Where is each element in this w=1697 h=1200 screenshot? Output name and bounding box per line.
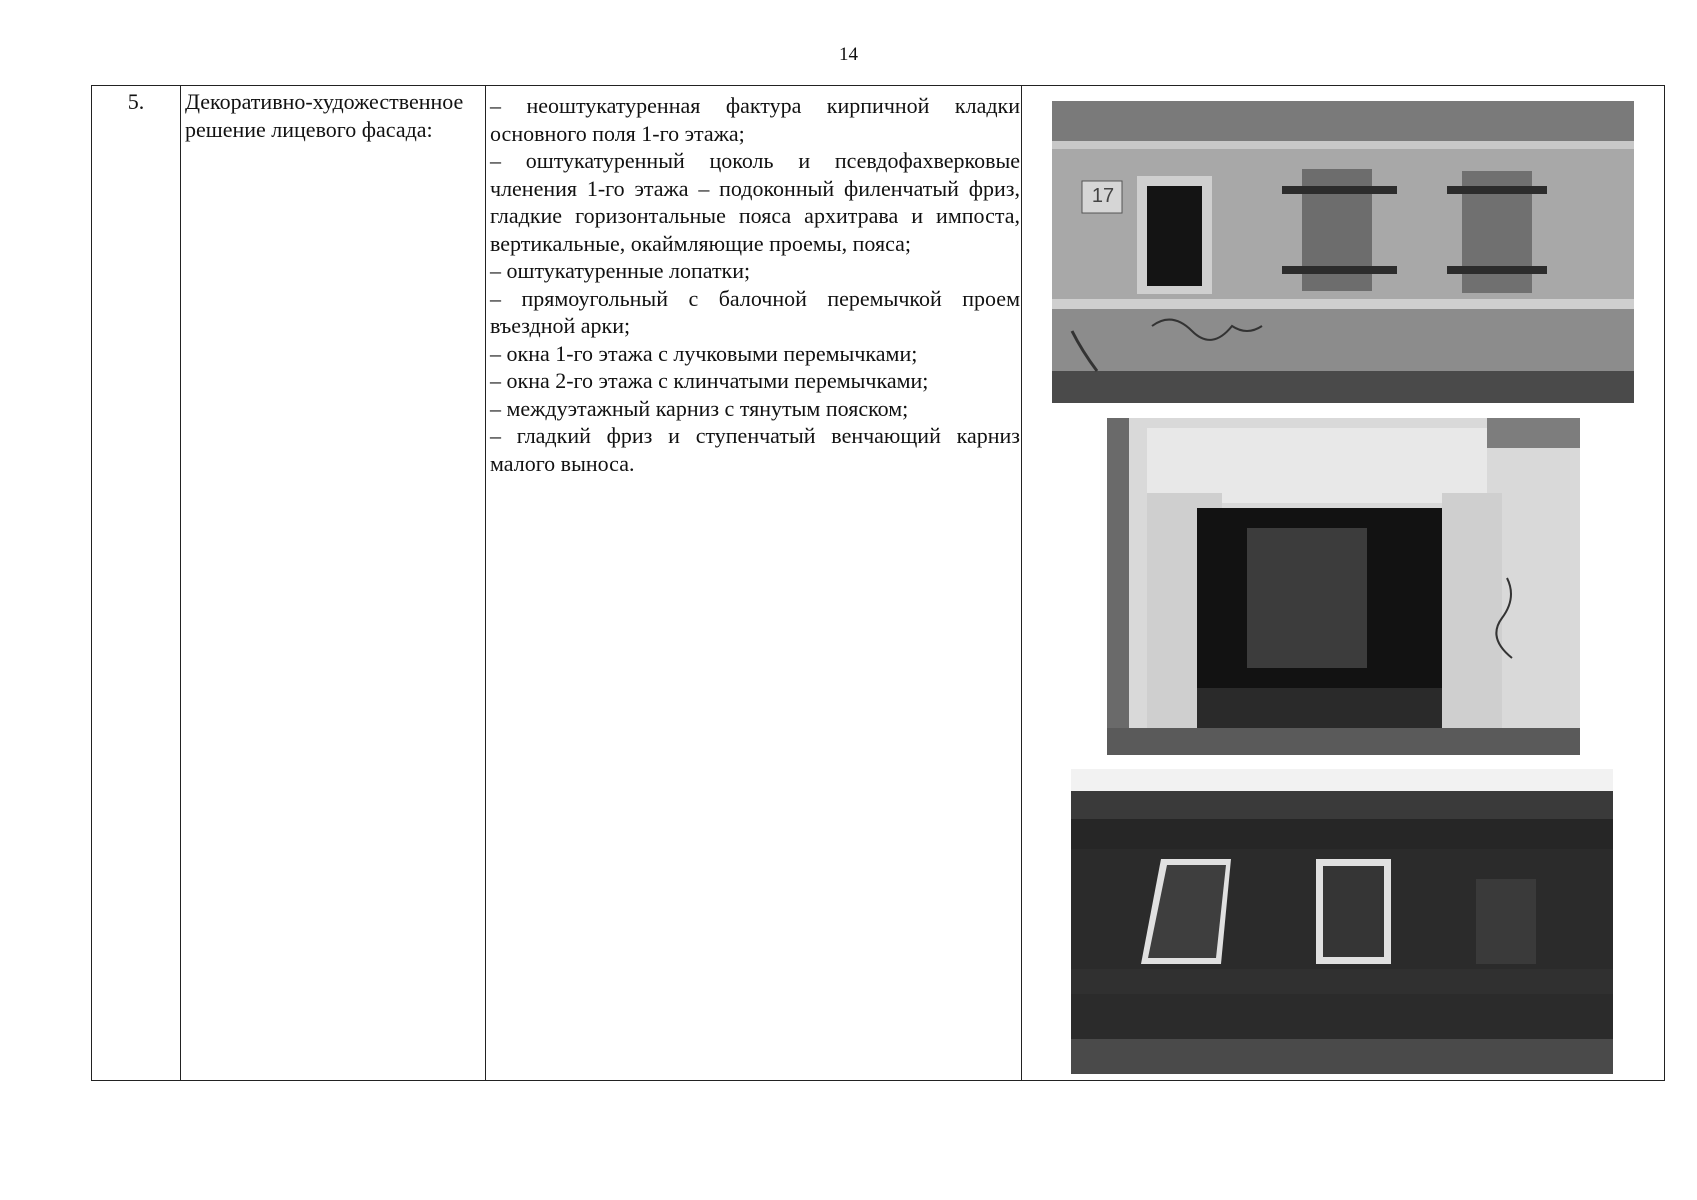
row-title: Декоративно-художественное решение лицевого фасада:	[185, 89, 464, 142]
page-number: 14	[839, 44, 858, 65]
row-description	[490, 92, 1020, 477]
description-item: – окна 2-го этажа с клинчатыми перемычками;	[490, 368, 929, 393]
description-item: – окна 1-го этажа с лучковыми перемычками;	[490, 340, 918, 366]
description-item: – оштукатуренный цоколь и псевдофахверковые членения 1-го этажа – подоконный филенчатый фриз, гладкие горизонтальные пояса архитрава и импоста, вертикальные, окаймляющие проемы, пояса;	[490, 148, 1020, 256]
facade-first-floor-photo	[1052, 101, 1634, 403]
description-item: – неоштукатуренная фактура кирпичной кладки основного поля 1-го этажа;	[490, 93, 1020, 146]
description-item: – гладкий фриз и ступенчатый венчающий карниз малого выноса.	[490, 423, 1020, 476]
description-item: – прямоугольный с балочной перемычкой проем въездной арки;	[490, 285, 1020, 338]
column-divider	[1021, 86, 1022, 1080]
facade-second-floor-photo	[1071, 769, 1613, 1074]
description-table	[91, 85, 1665, 1081]
description-item: – оштукатуренные лопатки;	[490, 258, 751, 283]
row-number: 5.	[127, 89, 145, 114]
column-divider	[485, 86, 486, 1080]
column-divider	[180, 86, 181, 1080]
house-number-plate: 17	[1091, 185, 1115, 207]
description-item: – междуэтажный карниз с тянутым пояском;	[490, 395, 909, 421]
entrance-arch-photo	[1107, 418, 1580, 755]
